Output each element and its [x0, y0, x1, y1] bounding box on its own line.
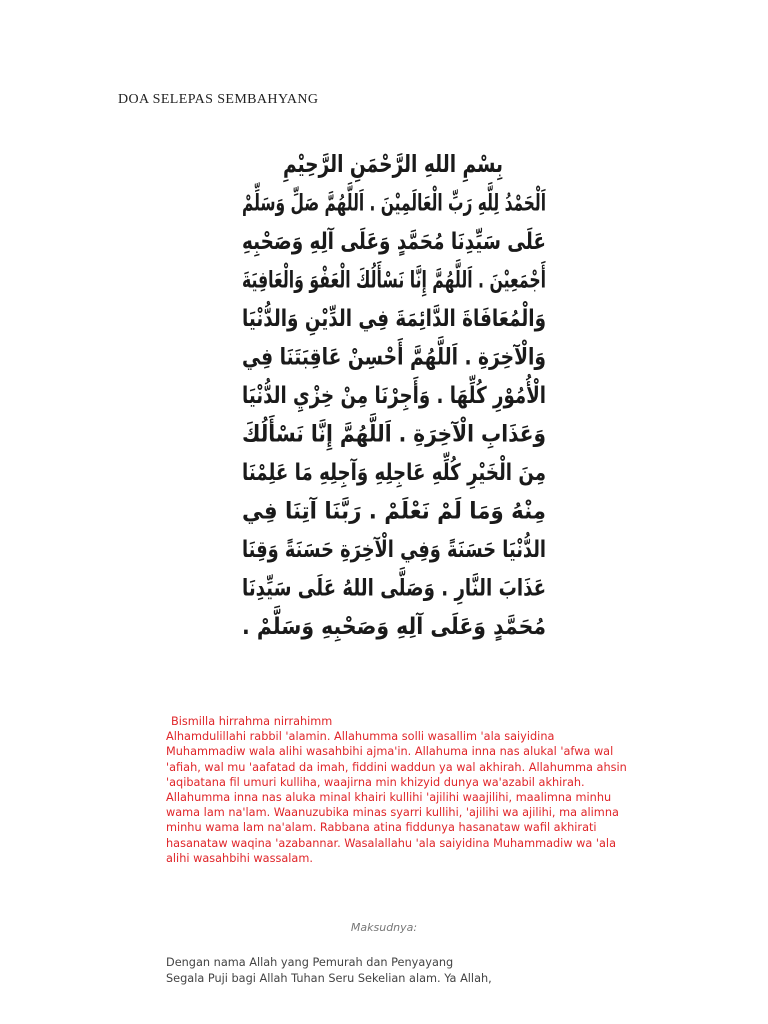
arabic-line: مُحَمَّدٍ وَعَلَى آلِهِ وَصَحْبِهِ وَسَلَّمْ .: [242, 614, 585, 640]
transliteration-block: [166, 714, 636, 866]
arabic-line: وَعَذَابِ الْآخِرَةِ . اَللَّهُمَّ إِنَّا نَسْأَلُكَ: [242, 421, 590, 448]
arabic-line: الدُّنْيَا حَسَنَةً وَفِي الْآخِرَةِ حَسَنَةً وَقِنَا: [242, 537, 635, 563]
arabic-line: الْأُمُوْرِ كُلِّهَا . وَأَجِرْنَا مِنْ خِزْيِ الدُّنْيَا: [242, 383, 626, 409]
maksudnya-heading: Maksudnya:: [350, 921, 418, 934]
arabic-line: عَلَى سَيِّدِنَا مُحَمَّدٍ وَعَلَى آلِهِ وَصَحْبِهِ: [242, 229, 623, 255]
arabic-line: أَجْمَعِيْنَ . اَللَّهُمَّ إِنَّا نَسْأَلُكَ الْعَفْوَ وَالْعَافِيَةَ: [242, 267, 689, 294]
arabic-prayer-text: [234, 144, 696, 674]
arabic-prayer-image: [234, 144, 696, 674]
transliteration-basmala: Bismilla hirrahma nirrahimm: [171, 715, 333, 728]
arabic-line: وَالْآخِرَةِ . اَللَّهُمَّ أَحْسِنْ عَاقِبَتَنَا فِي: [242, 344, 617, 371]
translation-block: [166, 955, 636, 986]
arabic-line: عَذَابَ النَّارِ . وَصَلَّى اللهُ عَلَى سَيِّدِنَا: [242, 575, 627, 602]
arabic-line: مِنَ الْخَيْرِ كُلِّهِ عَاجِلِهِ وَآجِلِهِ مَا عَلِمْنَا: [242, 460, 627, 486]
translation-line-2: Segala Puji bagi Allah Tuhan Seru Sekelian alam. Ya Allah,: [166, 971, 492, 985]
transliteration-body: Alhamdulillahi rabbil 'alamin. Allahumma solli wasallim 'ala saiyidina Muhammadiw wala alihi wasahbihi ajma'in. Allahuma inna nas alukal 'afwa wal 'afiah, wal mu 'aafatad da imah, fiddini waddun ya wal akhirah. Allahumma ahsin 'aqibatana fil umuri kulliha, waajirna min khizyid dunya wa'azabil akhirah. Allahumma inna nas aluka minal khairi kullihi 'ajilihi waajilihi, maalimna minhu wama lam na'lam. Waanuzubika minas syarri kullihi, 'ajilihi wa ajilihi, ma alimna minhu wama lam na'alam. Rabbana atina fiddunya hasanataw wafil akhirati hasanataw waqina 'azabannar. Wasalallahu 'ala saiyidina Muhammadiw wa 'ala alihi wasahbihi wassalam.: [166, 730, 627, 865]
arabic-line: مِنْهُ وَمَا لَمْ نَعْلَمْ . رَبَّنَا آتِنَا فِي: [242, 498, 571, 525]
arabic-line: بِسْمِ اللهِ الرَّحْمَنِ الرَّحِيْمِ: [283, 150, 568, 178]
document-title: DOA SELEPAS SEMBAHYANG: [118, 92, 319, 107]
arabic-line: اَلْحَمْدُ لِلَّهِ رَبِّ الْعَالَمِيْنَ . اَللَّهُمَّ صَلِّ وَسَلِّمْ: [242, 190, 696, 217]
arabic-line: وَالْمُعَافَاةَ الدَّائِمَةَ فِي الدِّيْنِ وَالدُّنْيَا: [242, 306, 624, 332]
translation-line-1: Dengan nama Allah yang Pemurah dan Penyayang: [166, 956, 454, 969]
